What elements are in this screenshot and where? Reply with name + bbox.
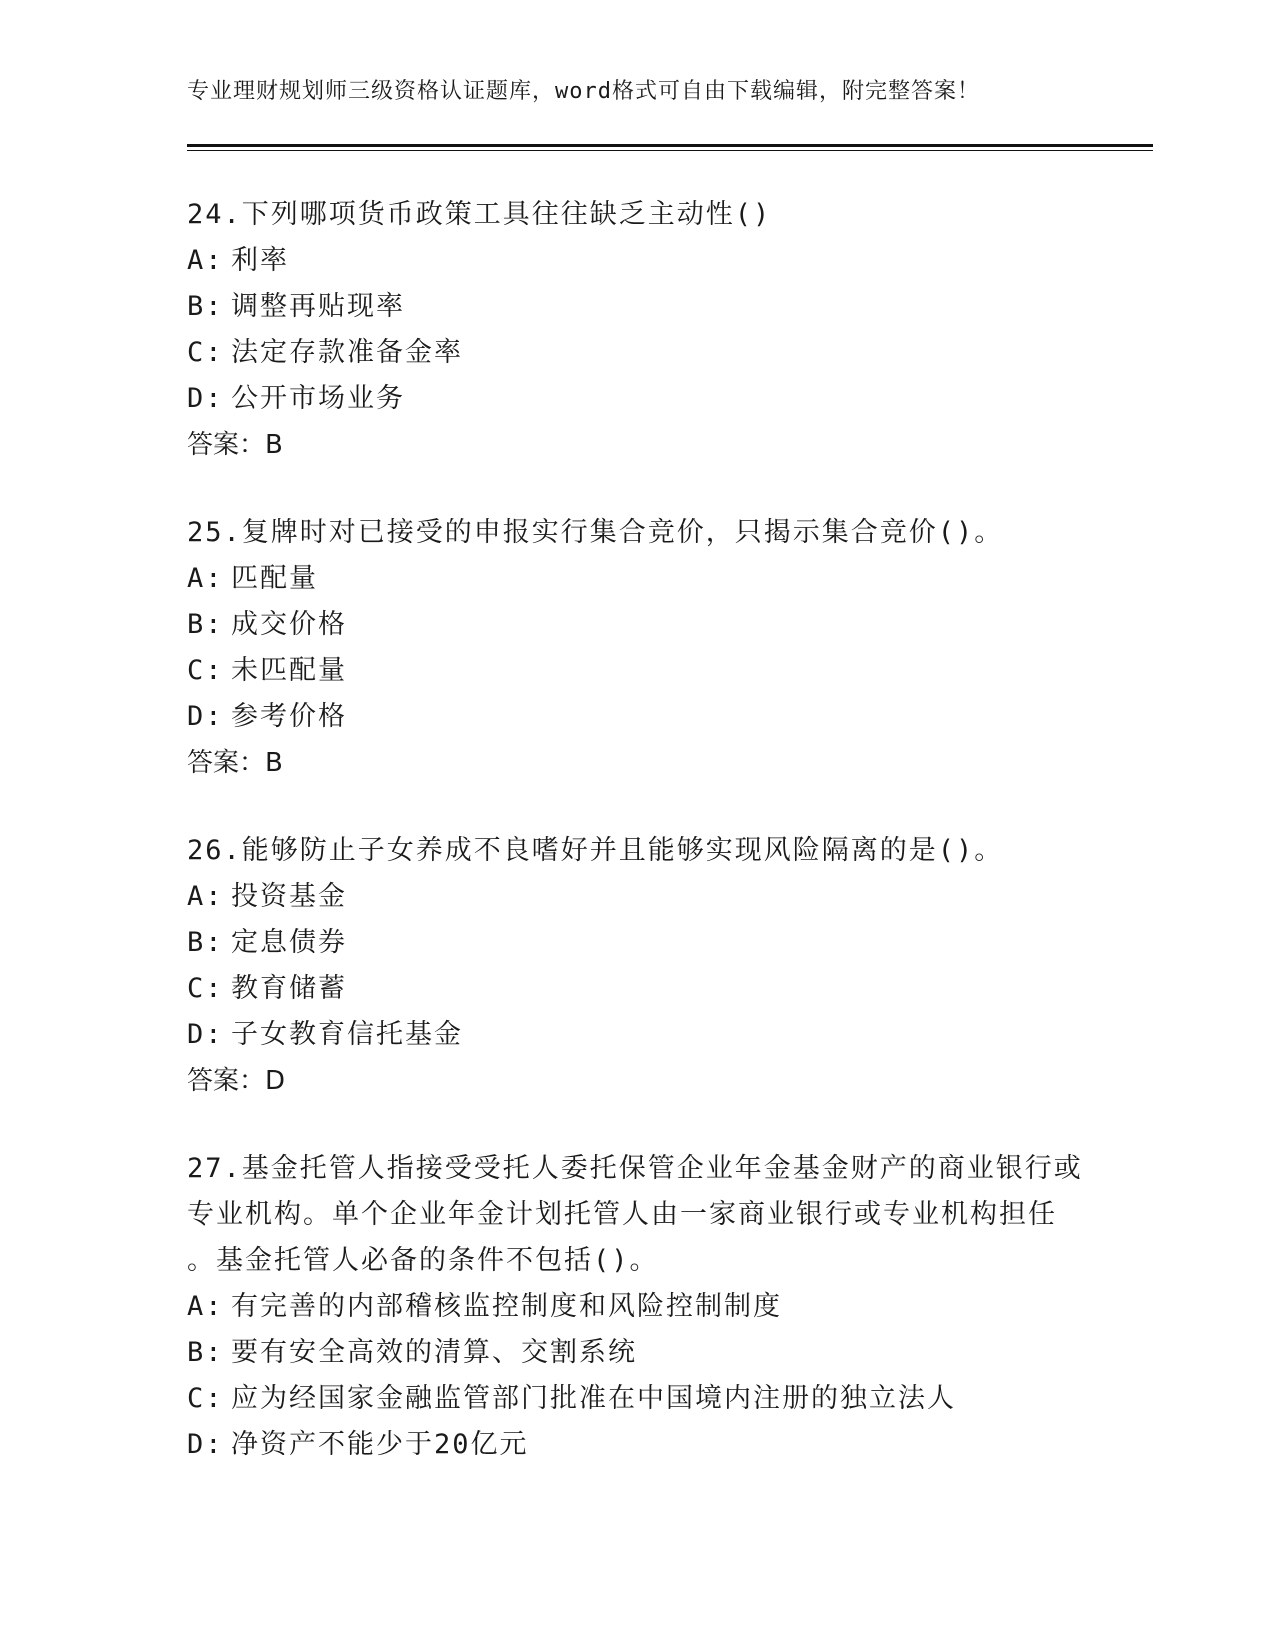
- question-text: 能够防止子女养成不良嗜好并且能够实现风险隔离的是()。: [241, 835, 1004, 866]
- option-text: 子女教育信托基金: [231, 1019, 463, 1050]
- option-letter: D:: [187, 1429, 224, 1460]
- option-a: [187, 1284, 1127, 1330]
- answer-label: 答案：B: [187, 430, 283, 460]
- option-letter: C:: [187, 655, 224, 686]
- question-stem-continued: [187, 1238, 1127, 1284]
- option-b: [187, 1330, 1127, 1376]
- option-letter: A:: [187, 245, 224, 276]
- option-letter: A:: [187, 563, 224, 594]
- option-text: 未匹配量: [231, 655, 347, 686]
- option-a: [187, 874, 1127, 920]
- option-text: 教育储蓄: [231, 973, 347, 1004]
- question-24: [187, 192, 1127, 468]
- option-text: 利率: [231, 245, 289, 276]
- option-c: [187, 330, 1127, 376]
- option-text: 投资基金: [231, 881, 347, 912]
- option-d: [187, 1422, 1127, 1468]
- option-b: [187, 920, 1127, 966]
- question-stem: [187, 192, 1127, 238]
- option-a: [187, 556, 1127, 602]
- option-text: 定息债券: [231, 927, 347, 958]
- option-c: [187, 1376, 1127, 1422]
- option-d: [187, 694, 1127, 740]
- option-letter: D:: [187, 1019, 224, 1050]
- header-rule-thin: [187, 150, 1153, 151]
- question-text: 复牌时对已接受的申报实行集合竞价，只揭示集合竞价()。: [241, 517, 1004, 548]
- option-text: 成交价格: [231, 609, 347, 640]
- question-25: [187, 510, 1127, 786]
- question-text-line: 。基金托管人必备的条件不包括()。: [187, 1245, 659, 1276]
- question-stem: [187, 1146, 1127, 1192]
- option-c: [187, 966, 1127, 1012]
- option-letter: C:: [187, 337, 224, 368]
- option-c: [187, 648, 1127, 694]
- option-letter: B:: [187, 927, 224, 958]
- option-text: 净资产不能少于20亿元: [231, 1429, 529, 1460]
- header-rule-thick: [187, 144, 1153, 147]
- option-letter: A:: [187, 1291, 224, 1322]
- option-d: [187, 1012, 1127, 1058]
- option-letter: C:: [187, 973, 224, 1004]
- option-d: [187, 376, 1127, 422]
- option-text: 有完善的内部稽核监控制度和风险控制制度: [231, 1291, 782, 1322]
- option-text: 匹配量: [231, 563, 318, 594]
- question-26: [187, 828, 1127, 1104]
- option-text: 要有安全高效的清算、交割系统: [231, 1337, 637, 1368]
- question-text-line: 专业机构。单个企业年金计划托管人由一家商业银行或专业机构担任: [187, 1199, 1057, 1230]
- question-27: [187, 1146, 1127, 1468]
- answer-label: 答案：D: [187, 1066, 286, 1096]
- question-stem: [187, 828, 1127, 874]
- question-stem-continued: [187, 1192, 1127, 1238]
- option-letter: A:: [187, 881, 224, 912]
- option-letter: B:: [187, 609, 224, 640]
- answer-label: 答案：B: [187, 748, 283, 778]
- question-number: 25.: [187, 517, 242, 548]
- option-letter: B:: [187, 1337, 224, 1368]
- question-text: 下列哪项货币政策工具往往缺乏主动性(): [241, 199, 772, 230]
- question-number: 26.: [187, 835, 242, 866]
- option-letter: C:: [187, 1383, 224, 1414]
- option-text: 调整再贴现率: [231, 291, 405, 322]
- question-number: 27.: [187, 1153, 242, 1184]
- option-text: 参考价格: [231, 701, 347, 732]
- question-text-line: 基金托管人指接受受托人委托保管企业年金基金财产的商业银行或: [241, 1153, 1083, 1184]
- option-b: [187, 602, 1127, 648]
- option-letter: D:: [187, 383, 224, 414]
- option-a: [187, 238, 1127, 284]
- question-number: 24.: [187, 199, 242, 230]
- option-text: 应为经国家金融监管部门批准在中国境内注册的独立法人: [231, 1383, 956, 1414]
- question-stem: [187, 510, 1127, 556]
- page-header: 专业理财规划师三级资格认证题库，word格式可自由下载编辑，附完整答案！: [187, 79, 980, 104]
- option-text: 法定存款准备金率: [231, 337, 463, 368]
- option-b: [187, 284, 1127, 330]
- option-letter: D:: [187, 701, 224, 732]
- option-text: 公开市场业务: [231, 383, 405, 414]
- option-letter: B:: [187, 291, 224, 322]
